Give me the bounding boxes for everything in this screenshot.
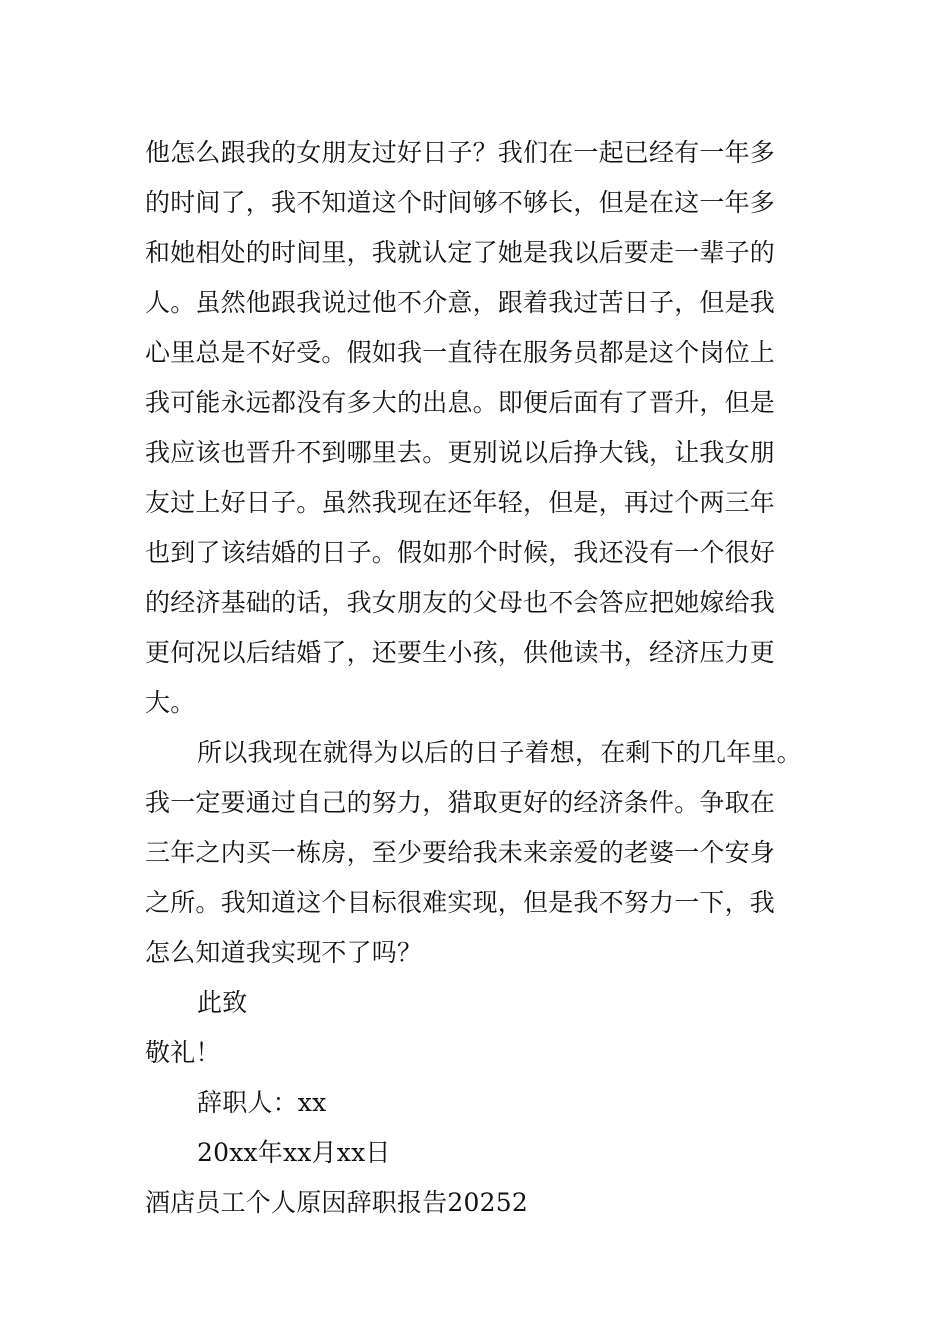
paragraph-1 — [145, 128, 815, 728]
text-line: 的时间了，我不知道这个时间够不够长，但是在这一年多 — [145, 188, 776, 217]
text-line: 人。虽然他跟我说过他不介意，跟着我过苦日子，但是我 — [145, 288, 776, 317]
text-line: 怎么知道我实现不了吗？ — [145, 938, 423, 967]
text-line: 的经济基础的话，我女朋友的父母也不会答应把她嫁给我 — [145, 588, 776, 617]
text-line: 也到了该结婚的日子。假如那个时候，我还没有一个很好 — [145, 538, 776, 567]
text-line: 我可能永远都没有多大的出息。即便后面有了晋升，但是 — [145, 388, 776, 417]
next-section-title: 酒店员工个人原因辞职报告20252 — [145, 1188, 528, 1217]
text-line: 心里总是不好受。假如我一直待在服务员都是这个岗位上 — [145, 338, 776, 367]
text-line: 大。 — [145, 688, 196, 717]
text-line: 友过上好日子。虽然我现在还年轻，但是，再过个两三年 — [145, 488, 776, 517]
paragraph-2 — [145, 728, 815, 978]
document-page — [145, 128, 815, 1228]
salute-text: 敬礼！ — [145, 1038, 221, 1067]
date-text: 20xx年xx月xx日 — [197, 1138, 391, 1167]
text-line: 他怎么跟我的女朋友过好日子？我们在一起已经有一年多 — [145, 138, 776, 167]
text-line: 我一定要通过自己的努力，猎取更好的经济条件。争取在 — [145, 788, 776, 817]
signature-text: 辞职人：xx — [197, 1088, 327, 1117]
closing-text: 此致 — [197, 988, 248, 1017]
text-line: 之所。我知道这个目标很难实现，但是我不努力一下，我 — [145, 888, 776, 917]
text-line: 我应该也晋升不到哪里去。更别说以后挣大钱，让我女朋 — [145, 438, 776, 467]
text-line: 更何况以后结婚了，还要生小孩，供他读书，经济压力更 — [145, 638, 776, 667]
text-line: 所以我现在就得为以后的日子着想，在剩下的几年里。 — [197, 738, 802, 767]
text-line: 和她相处的时间里，我就认定了她是我以后要走一辈子的 — [145, 238, 776, 267]
text-line: 三年之内买一栋房，至少要给我未来亲爱的老婆一个安身 — [145, 838, 776, 867]
